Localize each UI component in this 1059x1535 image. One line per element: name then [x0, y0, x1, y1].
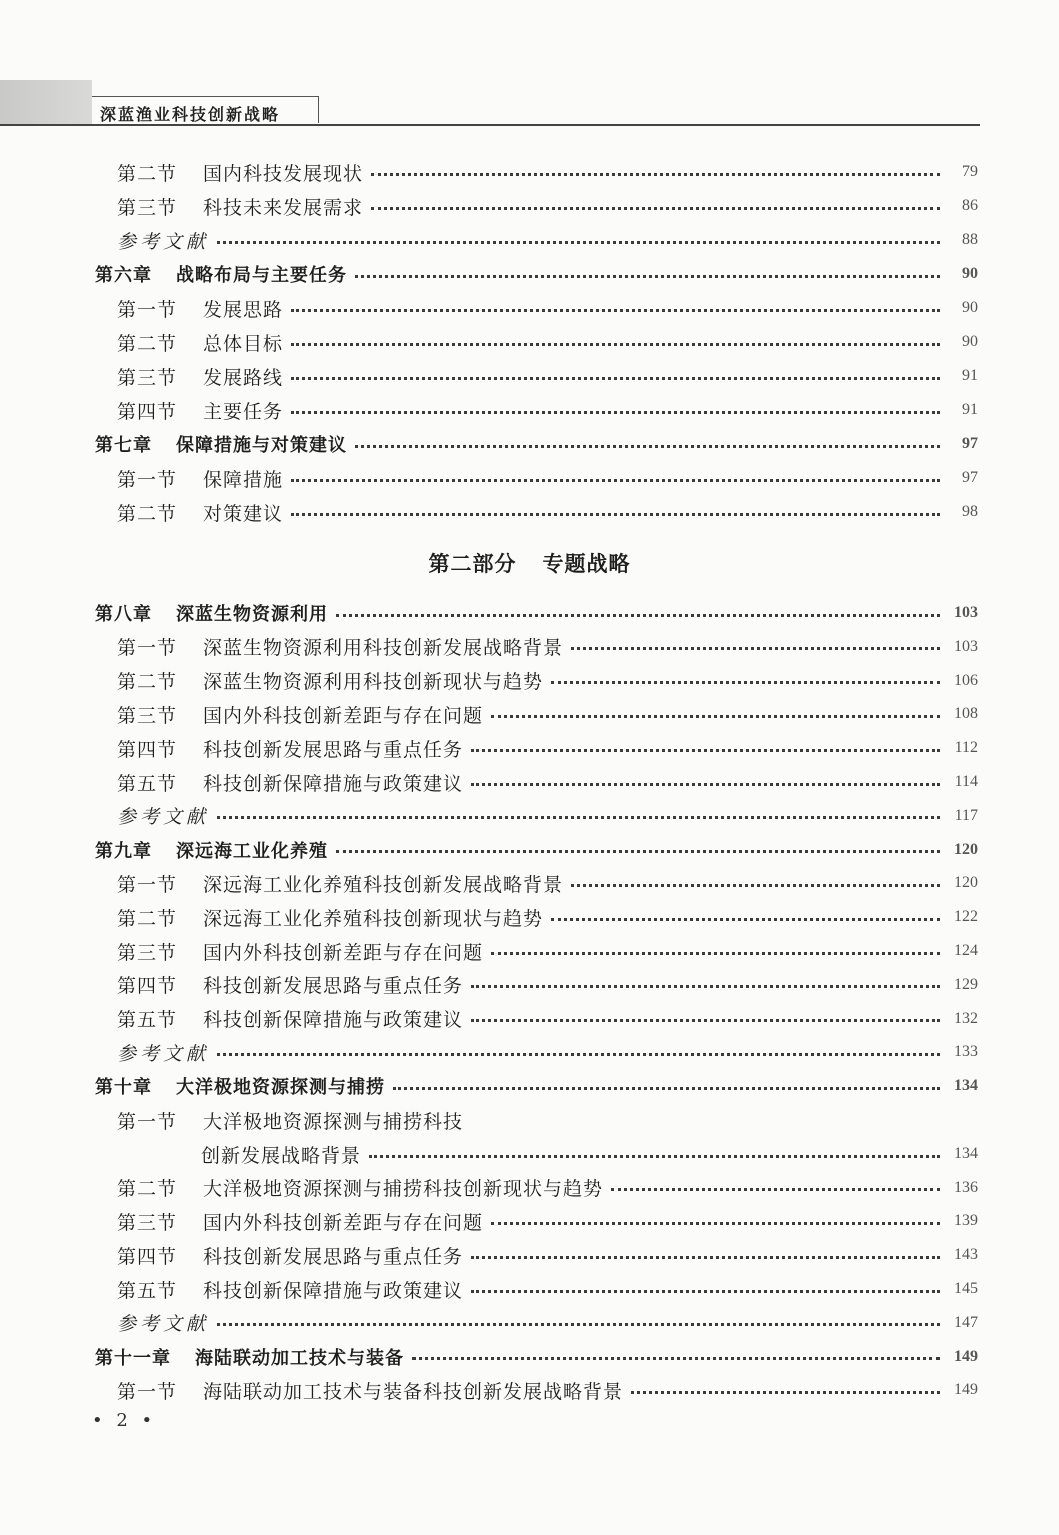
toc-section-entry	[117, 1204, 978, 1238]
toc-entry-label: 第七章	[95, 435, 152, 456]
toc-page-number: 139	[954, 1212, 978, 1230]
toc-entry-label: 第五节	[117, 1009, 178, 1032]
toc-entry-label: 第二节	[117, 162, 178, 185]
part-heading	[0, 548, 1059, 578]
toc-page-number: 117	[954, 806, 978, 824]
toc-section-entry	[117, 325, 978, 359]
toc-entry-title: 深远海工业化养殖科技创新现状与趋势	[203, 907, 544, 930]
page-number: • 2 •	[92, 1410, 157, 1431]
leader-dots	[291, 377, 940, 380]
leader-dots	[291, 343, 940, 346]
leader-dots	[371, 207, 940, 210]
toc-entry-label: 第十章	[95, 1077, 152, 1099]
leader-dots	[291, 411, 940, 414]
toc-entry-label: 第四节	[117, 1245, 178, 1268]
toc-entry-title: 科技创新保障措施与政策建议	[203, 772, 464, 795]
toc-section-entry	[117, 1103, 978, 1137]
toc-page-number: 120	[954, 874, 978, 892]
leader-dots	[471, 1290, 940, 1293]
leader-dots	[471, 1256, 940, 1259]
toc-entry-title: 战略布局与主要任务	[176, 265, 347, 286]
toc-chapter-entry	[95, 427, 978, 461]
toc-entry-title: 大洋极地资源探测与捕捞科技	[203, 1110, 464, 1133]
toc-entry-label: 第五节	[117, 772, 178, 795]
toc-entry-label: 第一节	[117, 298, 178, 321]
toc-entry-title-continued: 创新发展战略背景	[201, 1144, 362, 1167]
toc-section-entry	[117, 866, 978, 900]
toc-section-entry	[117, 359, 978, 393]
toc-section-entry	[117, 630, 978, 664]
leader-dots	[551, 918, 940, 921]
toc-entry-title: 深蓝生物资源利用科技创新发展战略背景	[203, 637, 564, 660]
toc-entry-title: 科技创新保障措施与政策建议	[203, 1279, 464, 1302]
toc-page-number: 124	[954, 942, 978, 959]
toc-section-entry	[117, 291, 978, 325]
leader-dots	[471, 985, 940, 988]
leader-dots	[631, 1391, 940, 1394]
toc-entry-title: 总体目标	[203, 332, 284, 355]
leader-dots	[412, 1357, 940, 1360]
toc-entry-label: 参考文献	[117, 230, 210, 253]
leader-dots	[217, 1053, 940, 1056]
toc-page-number: 122	[954, 908, 978, 926]
toc-page-number: 132	[954, 1009, 978, 1027]
toc-entry-label: 第三节	[117, 196, 178, 219]
toc-page-number: 91	[962, 401, 978, 418]
leader-dots	[491, 952, 940, 955]
leader-dots	[551, 681, 940, 684]
leader-dots	[336, 850, 940, 853]
toc-section-entry	[117, 1171, 978, 1205]
toc-entry-title: 大洋极地资源探测与捕捞科技创新现状与趋势	[203, 1178, 604, 1201]
toc-page-number: 129	[954, 975, 978, 993]
toc-entry-title: 科技创新发展思路与重点任务	[203, 1245, 464, 1268]
toc-page-number: 103	[954, 604, 978, 621]
toc-entry-title: 主要任务	[203, 400, 284, 423]
toc-entry-label: 第四节	[117, 738, 178, 761]
toc-page-number: 134	[954, 1077, 978, 1095]
toc-ref-entry	[117, 223, 978, 257]
toc-page-number: 98	[962, 503, 978, 520]
toc-section-entry	[117, 1238, 978, 1272]
toc-entry-label: 第十一章	[95, 1347, 171, 1369]
leader-dots	[217, 816, 940, 819]
leader-dots	[571, 884, 940, 887]
leader-dots	[471, 1019, 940, 1022]
toc-section-entry	[117, 1373, 978, 1407]
toc-page-number: 97	[962, 469, 978, 486]
toc-entry-title: 保障措施与对策建议	[176, 435, 347, 456]
toc-section-entry	[117, 697, 978, 731]
toc-page-number: 90	[962, 333, 978, 350]
leader-dots	[217, 241, 940, 244]
toc-section-entry	[117, 461, 978, 495]
toc-entry-label: 第三节	[117, 1211, 178, 1234]
toc-chapter-entry	[95, 596, 978, 630]
toc-page-number: 136	[954, 1178, 978, 1196]
toc-entry-title: 海陆联动加工技术与装备科技创新发展战略背景	[203, 1380, 624, 1403]
leader-dots	[291, 513, 940, 516]
toc-entry-title: 保障措施	[203, 468, 284, 491]
leader-dots	[491, 715, 940, 718]
toc-section-entry	[117, 900, 978, 934]
toc-entry-label: 第一节	[117, 1110, 178, 1133]
leader-dots	[471, 783, 940, 786]
leader-dots	[371, 173, 940, 176]
leader-dots	[336, 614, 940, 617]
toc-section-entry	[117, 393, 978, 427]
toc-chapter-entry	[95, 1340, 978, 1374]
toc-entry-label: 参考文献	[117, 806, 210, 829]
toc-entry-title: 科技创新保障措施与政策建议	[203, 1009, 464, 1032]
toc-entry-label: 第四节	[117, 975, 178, 998]
leader-dots	[217, 1323, 940, 1326]
part-label: 第二部分	[428, 552, 517, 576]
toc-section-entry	[117, 664, 978, 698]
toc-entry-label: 第一节	[117, 637, 178, 660]
toc-page-number: 145	[954, 1280, 978, 1297]
toc-ref-entry	[117, 799, 978, 833]
part-title: 专题战略	[542, 552, 631, 576]
toc-chapter-entry	[95, 257, 978, 291]
toc-entry-label: 第一节	[117, 468, 178, 491]
toc-entry-title: 科技创新发展思路与重点任务	[203, 738, 464, 761]
leader-dots	[611, 1188, 940, 1191]
toc-section-entry	[117, 731, 978, 765]
leader-dots	[369, 1155, 940, 1158]
toc-entry-label: 第五节	[117, 1279, 178, 1302]
toc-entry-label: 第八章	[95, 604, 152, 625]
running-header-title: 深蓝渔业科技创新战略	[100, 105, 281, 124]
toc-entry-title: 发展思路	[203, 298, 284, 321]
toc-page-number: 91	[962, 367, 978, 384]
toc-section-entry	[117, 1272, 978, 1306]
leader-dots	[291, 309, 940, 312]
toc-entry-label: 第二节	[117, 907, 178, 930]
toc-section-entry	[117, 934, 978, 968]
toc-entry-label: 第三节	[117, 366, 178, 389]
leader-dots	[571, 647, 940, 650]
toc-ref-entry	[117, 1035, 978, 1069]
toc-page-number: 114	[954, 773, 978, 790]
leader-dots	[355, 445, 940, 448]
toc-entry-label: 第三节	[117, 704, 178, 727]
toc-page-number: 134	[954, 1145, 978, 1162]
toc-page-number: 149	[954, 1347, 978, 1365]
toc-entry-title: 大洋极地资源探测与捕捞	[176, 1077, 385, 1099]
toc-entry-label: 第九章	[95, 840, 152, 862]
toc-entry-label: 第二节	[117, 502, 178, 525]
toc-section-entry	[117, 1002, 978, 1036]
toc-page-number: 90	[962, 299, 978, 316]
toc-entry-title: 深蓝生物资源利用	[176, 604, 328, 625]
toc-section-entry	[117, 968, 978, 1002]
toc-entry-title: 科技未来发展需求	[203, 196, 364, 219]
toc-entry-title: 国内外科技创新差距与存在问题	[203, 1211, 484, 1234]
toc-entry-title: 国内外科技创新差距与存在问题	[203, 941, 484, 964]
leader-dots	[393, 1087, 940, 1090]
toc-page-number: 133	[954, 1043, 978, 1061]
toc-page-number: 120	[954, 840, 978, 858]
toc-entry-label: 第三节	[117, 941, 178, 964]
leader-dots	[355, 275, 940, 278]
toc-entry-title: 深远海工业化养殖	[176, 840, 328, 862]
toc-entry-label: 第二节	[117, 1178, 178, 1201]
toc-entry-label: 第二节	[117, 671, 178, 694]
toc-section-entry	[117, 495, 978, 529]
toc-entry-title: 对策建议	[203, 502, 284, 525]
toc-section-entry	[117, 189, 978, 223]
toc-entry-title: 深蓝生物资源利用科技创新现状与趋势	[203, 671, 544, 694]
toc-entry-title: 科技创新发展思路与重点任务	[203, 975, 464, 998]
toc-entry-label: 第六章	[95, 265, 152, 286]
toc-page-number: 147	[954, 1313, 978, 1331]
toc-entry-title: 发展路线	[203, 366, 284, 389]
toc-entry-label: 第一节	[117, 1380, 178, 1403]
toc-page-number: 112	[954, 739, 978, 757]
toc-page-number: 106	[954, 671, 978, 689]
toc-ref-entry	[117, 1306, 978, 1340]
toc-entry-title: 海陆联动加工技术与装备	[195, 1347, 404, 1369]
toc-page-number: 86	[962, 197, 978, 214]
toc-page-number: 149	[954, 1381, 978, 1399]
toc-entry-label: 参考文献	[117, 1042, 210, 1065]
toc-entry-label: 第四节	[117, 400, 178, 423]
toc-page-number: 79	[962, 163, 978, 180]
toc-section-entry-continuation	[201, 1137, 978, 1171]
toc-chapter-entry	[95, 1069, 978, 1103]
leader-dots	[491, 1222, 940, 1225]
leader-dots	[291, 479, 940, 482]
toc-section-entry	[117, 765, 978, 799]
leader-dots	[471, 749, 940, 752]
toc-entry-title: 国内科技发展现状	[203, 162, 364, 185]
toc-entry-title: 国内外科技创新差距与存在问题	[203, 704, 484, 727]
toc-page-number: 108	[954, 705, 978, 723]
toc-entry-label: 参考文献	[117, 1313, 210, 1336]
toc-entry-label: 第二节	[117, 332, 178, 355]
toc-page-number: 103	[954, 637, 978, 655]
toc-entry-title: 深远海工业化养殖科技创新发展战略背景	[203, 873, 564, 896]
toc-page-number: 90	[962, 265, 978, 282]
toc-page-number: 143	[954, 1246, 978, 1264]
toc-chapter-entry	[95, 833, 978, 867]
toc-entry-label: 第一节	[117, 873, 178, 896]
toc-section-entry	[117, 155, 978, 189]
toc-page-number: 88	[962, 231, 978, 248]
toc-page-number: 97	[962, 435, 978, 452]
